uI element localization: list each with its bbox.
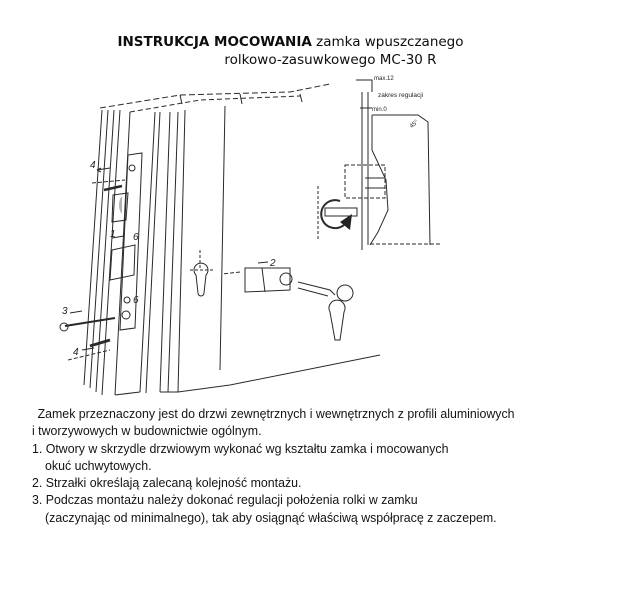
step-3-line-2: (zaczynając od minimalnego), tak aby osiągnąć właściwą współpracę z zaczepem. <box>45 509 497 525</box>
screw-3 <box>65 318 115 326</box>
title-rest: zamka wpuszczanego <box>311 34 464 50</box>
document-title-line-2: rolkowo-zasuwkowego MC-30 R <box>224 52 437 68</box>
label-step-4-top: 4 <box>90 160 96 171</box>
step-3-line-1: 3. Podczas montażu należy dokonać regulacji położenia rolki w zamku <box>32 492 418 508</box>
label-step-2: 2 <box>270 258 276 269</box>
label-max: max.12 <box>374 76 394 82</box>
label-range: zakres regulacji <box>378 92 424 99</box>
title-bold: INSTRUKCJA MOCOWANIA <box>117 34 312 50</box>
label-step-3: 3 <box>62 306 68 317</box>
label-plate-5: 6 <box>133 295 139 306</box>
roller-housing <box>345 165 385 198</box>
key-2 <box>329 300 345 340</box>
label-plate-6: 6 <box>133 232 139 243</box>
label-step-4-bottom: 4 <box>73 347 79 358</box>
label-step-1: 1 <box>110 229 116 240</box>
label-angle: 45° <box>409 119 420 130</box>
door-frame-drawing <box>60 80 440 395</box>
instructions-block <box>32 405 553 526</box>
screw-top <box>104 186 122 190</box>
step-1-line-2: okuć uchwytowych. <box>45 457 152 473</box>
intro-line-1: Zamek przeznaczony jest do drzwi zewnętrznych i wewnętrznych z profili aluminiowych <box>37 406 515 421</box>
cylinder-cutout <box>194 263 208 296</box>
step-2: 2. Strzałki określają zalecaną kolejność montażu. <box>32 475 302 491</box>
door-top-edge <box>100 84 330 108</box>
lock-cylinder <box>245 268 290 292</box>
intro-line-2: i tworzywowych w budownictwie ogólnym. <box>32 423 262 439</box>
step-1-line-1: 1. Otwory w skrzydle drzwiowym wykonać wg kształtu zamka i mocowanych <box>32 440 449 456</box>
label-min: min.0 <box>372 107 387 113</box>
